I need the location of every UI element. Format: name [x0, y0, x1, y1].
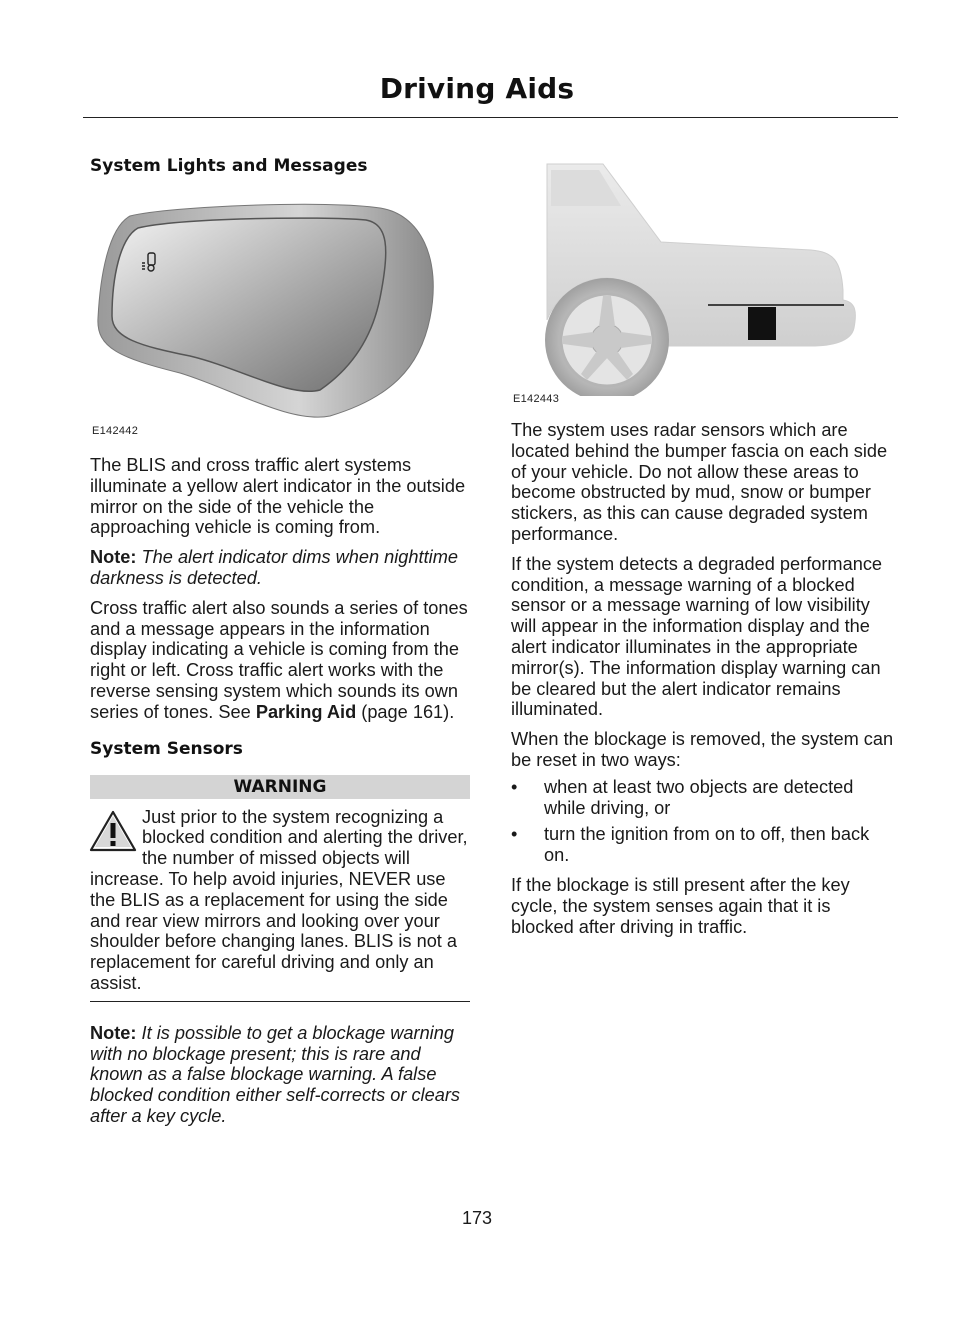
bullet-icon: • [511, 824, 518, 845]
title-divider [83, 117, 898, 118]
paragraph: The BLIS and cross traffic alert systems illuminate a yellow alert indicator in the outside mirror on the side of the vehicle the approaching vehicle is coming from. [90, 455, 466, 538]
note-label: Note: [90, 1022, 137, 1043]
paragraph-text: Cross traffic alert also sounds a series of tones and a message appears in the information display indicating a vehicle is coming from the right or left. Cross traffic alert works with the reverse sensing system which sounds its own series of tones. See [90, 597, 468, 722]
left-column [90, 156, 470, 1127]
vehicle-rear-image [511, 160, 894, 396]
note-label: Note: [90, 547, 137, 568]
right-column [511, 160, 894, 937]
note [90, 1023, 470, 1127]
radar-sensor-marker [748, 307, 776, 340]
warning-label: WARNING [90, 775, 470, 799]
figure-code: E142442 [92, 425, 139, 437]
section-heading-system-sensors: System Sensors [90, 738, 243, 759]
paragraph: When the blockage is removed, the system can be reset in two ways: [511, 729, 894, 770]
list-item: • when at least two objects are detected while driving, or [511, 776, 854, 818]
bullet-icon: • [511, 776, 518, 797]
note-text: It is possible to get a blockage warning with no blockage present; this is rare and known as a false blockage warning. A false blocked condition either self-corrects or clears after a key cycle. [90, 1022, 460, 1126]
warning-bottom-rule [90, 1001, 470, 1002]
warning-box [90, 807, 470, 994]
paragraph: If the system detects a degraded performance condition, a message warning of a blocked sensor or a message warning of low visibility will appear in the information display and the alert indicator illuminates in the appropriate mirror(s). The information display warning can be cleared but the alert indicator remains illuminated. [511, 553, 883, 720]
note [90, 547, 470, 589]
section-heading-system-lights: System Lights and Messages [90, 156, 368, 176]
figure-code: E142443 [513, 393, 560, 405]
page-number: 173 [461, 1208, 493, 1228]
paragraph: The system uses radar sensors which are located behind the bumper fascia on each side of your vehicle. Do not allow these areas to become obstructed by mud, snow or bumper stickers, as this can cause degraded system performance. [511, 420, 888, 544]
cross-reference-link[interactable]: Parking Aid [255, 701, 357, 722]
mirror-illustration [90, 198, 470, 437]
warning-text: Just prior to the system recognizing a blocked condition and alerting the driver, the number of missed objects will increase. To help avoid injuries, NEVER use the BLIS as a replacement for using the side and rear view mirrors and looking over your shoulder before changing lanes. BLIS is not a replacement for careful driving and only an assist. [90, 806, 468, 993]
page-title: Driving Aids [379, 72, 575, 105]
warning-triangle-icon [88, 809, 138, 853]
vehicle-rear-illustration [511, 160, 894, 410]
paragraph [90, 598, 470, 723]
page-reference: (page 161). [356, 701, 455, 722]
side-mirror-image [90, 198, 470, 430]
note-text: The alert indicator dims when nighttime darkness is detected. [90, 547, 458, 588]
list-item: • turn the ignition from on to off, then back on. [511, 824, 870, 866]
reset-methods-list [511, 777, 894, 866]
paragraph: If the blockage is still present after the key cycle, the system senses again that it is blocked after driving in traffic. [511, 874, 850, 937]
